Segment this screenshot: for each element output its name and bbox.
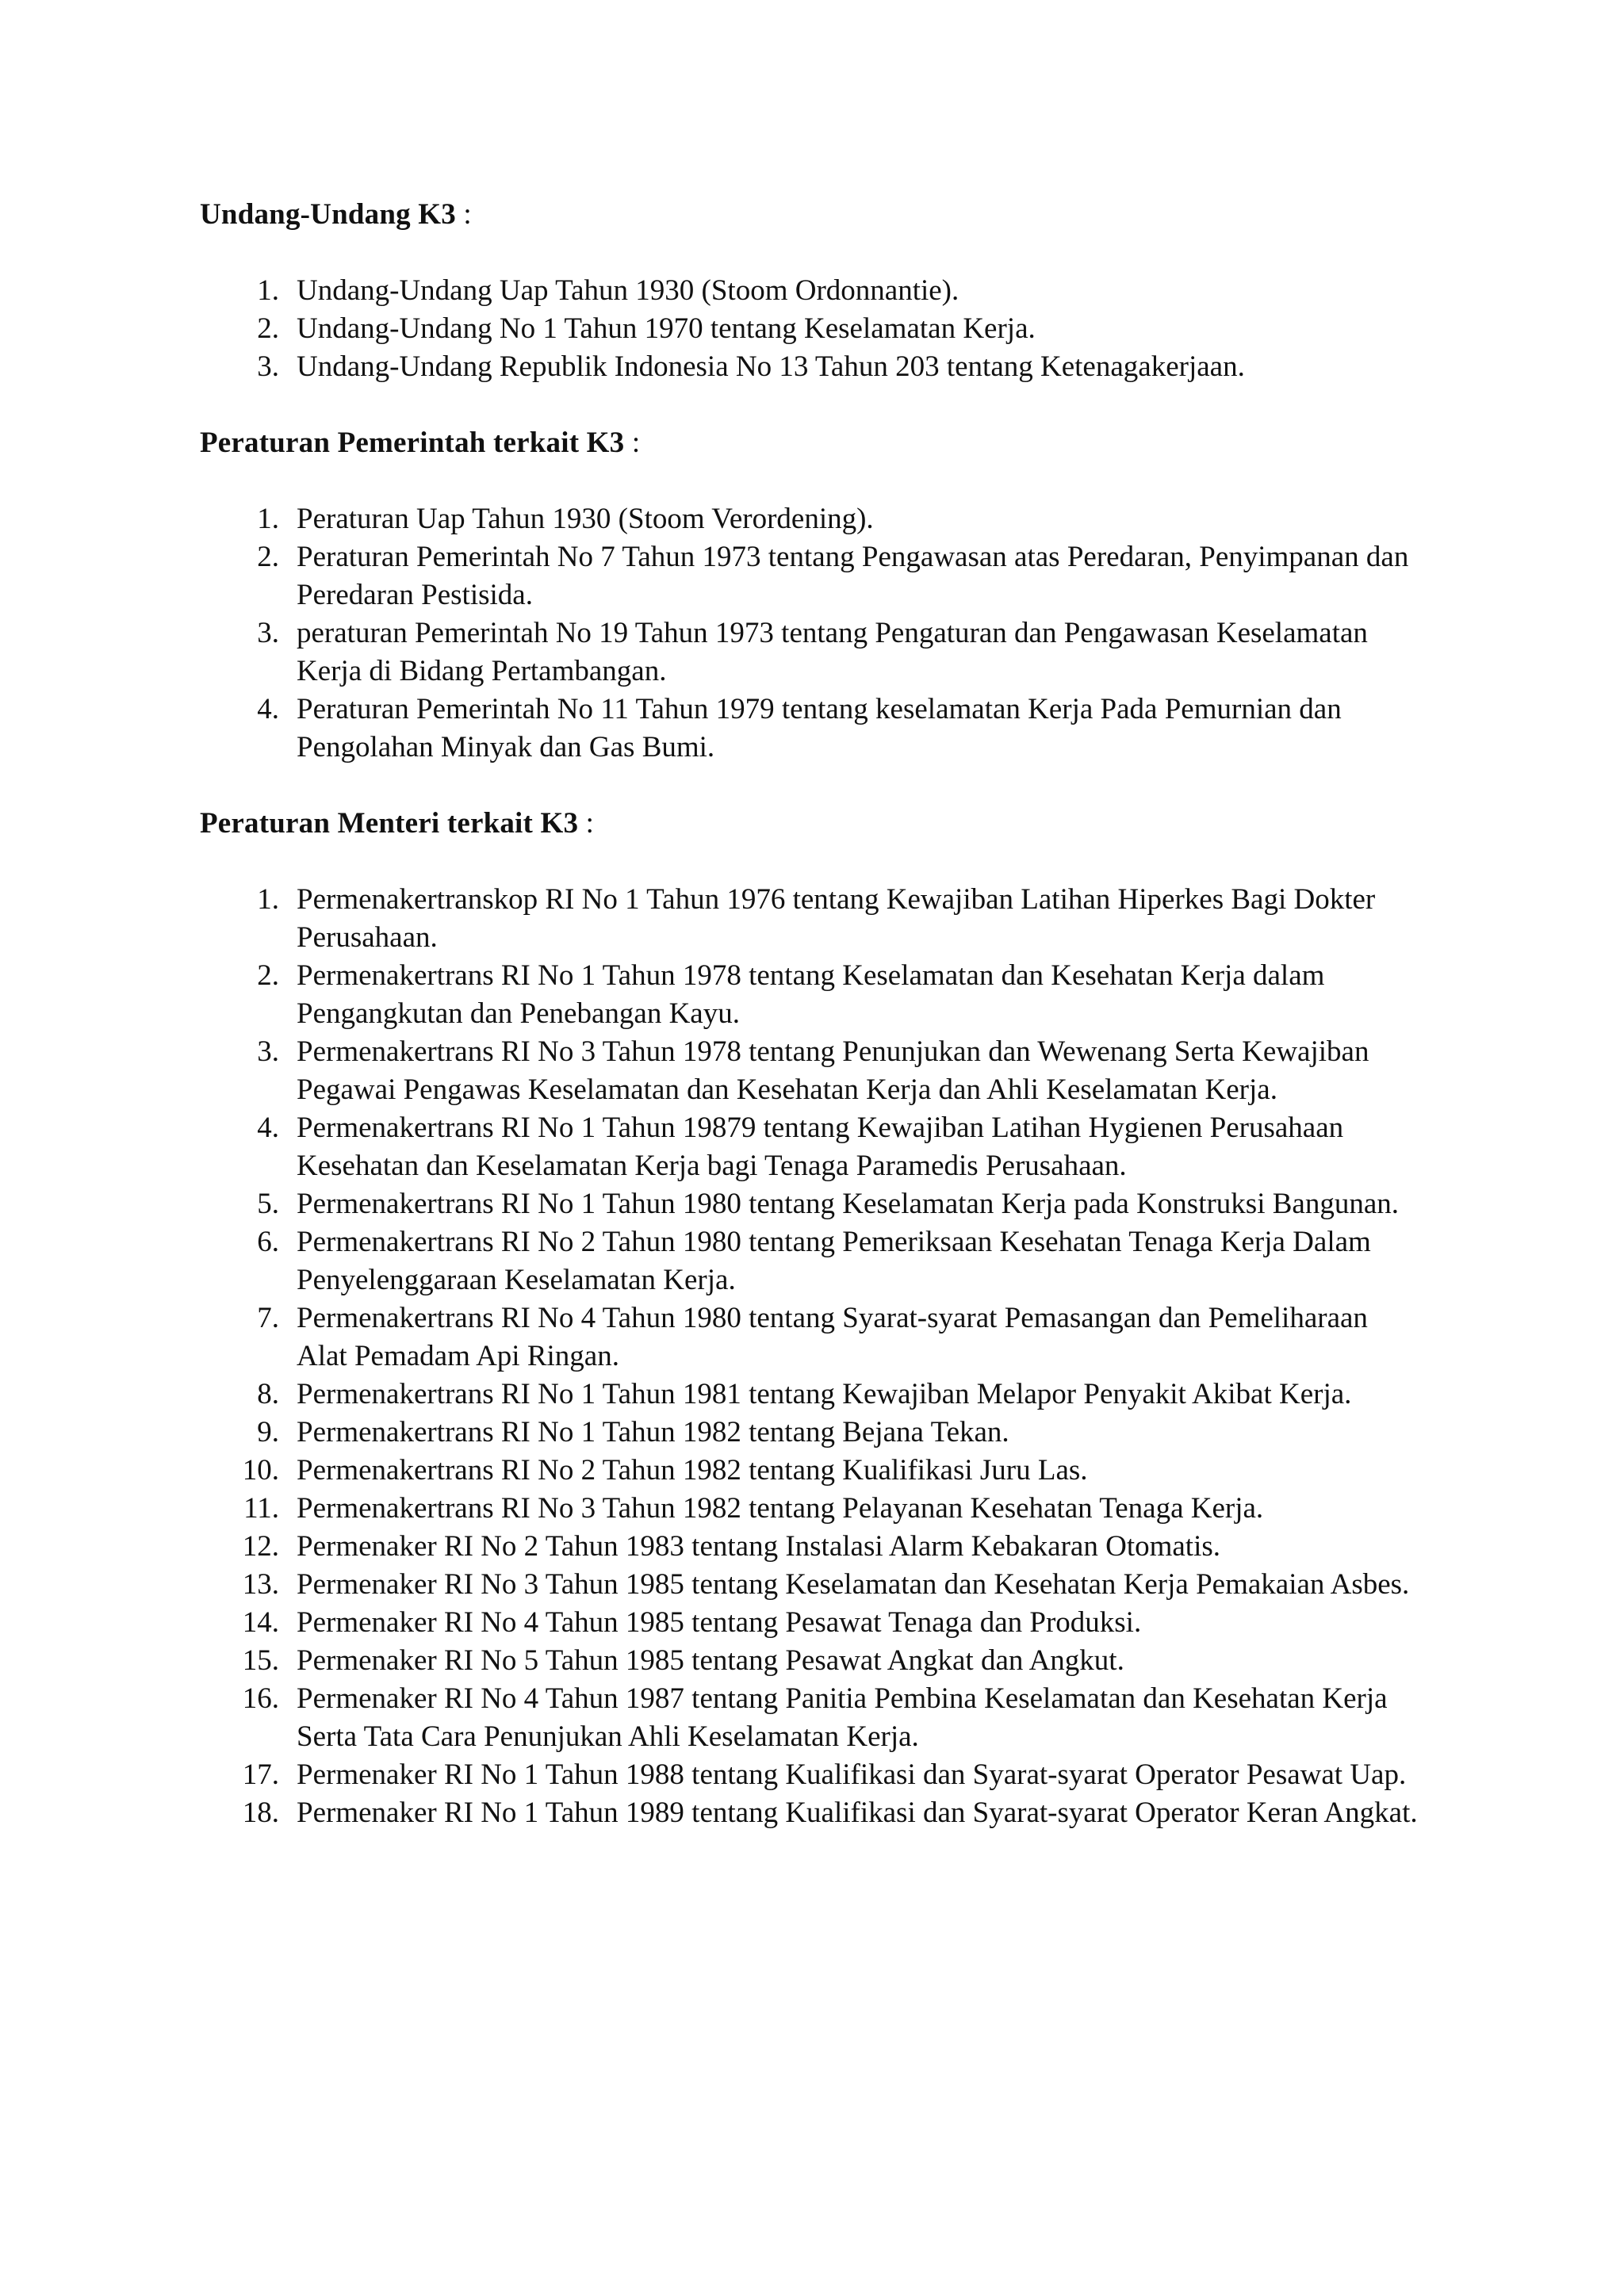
item-text: Peraturan Pemerintah No 7 Tahun 1973 tentang Pengawasan atas Peredaran, Penyimpanan dan Peredaran Pestisida.	[297, 541, 1409, 611]
item-text: Permenakertrans RI No 1 Tahun 19879 tentang Kewajiban Latihan Hygienen Perusahaan Kesehatan dan Keselamatan Kerja bagi Tenaga Paramedis Perusahaan.	[297, 1112, 1344, 1182]
item-text: Permenakertrans RI No 3 Tahun 1978 tentang Penunjukan dan Wewenang Serta Kewajiban Pegawai Pengawas Keselamatan dan Kesehatan Kerja dan Ahli Keselamatan Kerja.	[297, 1035, 1369, 1106]
section-title: Peraturan Pemerintah terkait K3	[200, 427, 625, 459]
section-colon: :	[585, 807, 595, 840]
list-item	[0, 1566, 1423, 1604]
item-text: Permenaker RI No 2 Tahun 1983 tentang Instalasi Alarm Kebakaran Otomatis.	[297, 1530, 1221, 1563]
list-item	[0, 1223, 1423, 1299]
list-item	[0, 1794, 1423, 1832]
item-text: Peraturan Uap Tahun 1930 (Stoom Verordening).	[297, 503, 874, 535]
item-text: Permenaker RI No 1 Tahun 1988 tentang Kualifikasi dan Syarat-syarat Operator Pesawat Uap.	[297, 1758, 1407, 1791]
item-number: 18.	[242, 1797, 279, 1829]
item-text: Permenakertrans RI No 2 Tahun 1982 tentang Kualifikasi Juru Las.	[297, 1454, 1088, 1487]
list-item	[0, 1604, 1423, 1642]
list-item	[0, 310, 1423, 348]
item-number: 12.	[242, 1530, 279, 1563]
item-number: 1.	[257, 503, 279, 535]
item-text: peraturan Pemerintah No 19 Tahun 1973 tentang Pengaturan dan Pengawasan Keselamatan Kerja di Bidang Pertambangan.	[297, 617, 1368, 687]
item-text: Permenakertrans RI No 1 Tahun 1982 tentang Bejana Tekan.	[297, 1416, 1009, 1448]
section-heading-peraturan-menteri	[200, 805, 594, 843]
item-number: 3.	[257, 617, 279, 649]
item-number: 3.	[257, 1035, 279, 1068]
item-text: Permenakertrans RI No 1 Tahun 1981 tentang Kewajiban Melapor Penyakit Akibat Kerja.	[297, 1378, 1352, 1410]
section-heading-undang-undang	[200, 196, 472, 234]
list-item	[0, 1490, 1423, 1528]
item-text: Undang-Undang No 1 Tahun 1970 tentang Keselamatan Kerja.	[297, 312, 1036, 345]
list-item	[0, 1299, 1423, 1376]
item-number: 2.	[257, 312, 279, 345]
list-item	[0, 1185, 1423, 1223]
item-text: Undang-Undang Republik Indonesia No 13 Tahun 203 tentang Ketenagakerjaan.	[297, 350, 1245, 383]
list-peraturan-pemerintah	[0, 500, 1423, 767]
list-item	[0, 1528, 1423, 1566]
list-item	[0, 1414, 1423, 1452]
item-number: 9.	[257, 1416, 279, 1448]
item-text: Permenaker RI No 4 Tahun 1987 tentang Panitia Pembina Keselamatan dan Kesehatan Kerja Serta Tata Cara Penunjukan Ahli Keselamatan Kerja.	[297, 1682, 1388, 1753]
item-text: Permenaker RI No 1 Tahun 1989 tentang Kualifikasi dan Syarat-syarat Operator Keran Angkat.	[297, 1797, 1418, 1829]
list-item	[0, 500, 1423, 538]
item-number: 17.	[242, 1758, 279, 1791]
item-number: 2.	[257, 541, 279, 573]
list-peraturan-menteri	[0, 881, 1423, 1832]
list-item	[0, 614, 1423, 691]
item-text: Permenakertrans RI No 2 Tahun 1980 tentang Pemeriksaan Kesehatan Tenaga Kerja Dalam Penyelenggaraan Keselamatan Kerja.	[297, 1226, 1371, 1296]
list-item	[0, 1452, 1423, 1490]
section-colon: :	[463, 198, 472, 231]
item-number: 1.	[257, 274, 279, 307]
item-number: 4.	[257, 1112, 279, 1144]
item-number: 1.	[257, 883, 279, 916]
item-text: Peraturan Pemerintah No 11 Tahun 1979 tentang keselamatan Kerja Pada Pemurnian dan Pengolahan Minyak dan Gas Bumi.	[297, 693, 1342, 763]
item-number: 14.	[242, 1606, 279, 1639]
item-number: 6.	[257, 1226, 279, 1258]
list-item	[0, 957, 1423, 1033]
section-heading-peraturan-pemerintah	[200, 424, 640, 462]
list-item	[0, 881, 1423, 957]
item-number: 5.	[257, 1188, 279, 1220]
item-number: 7.	[257, 1302, 279, 1334]
section-title: Peraturan Menteri terkait K3	[200, 807, 579, 840]
list-item	[0, 538, 1423, 614]
list-item	[0, 272, 1423, 310]
list-undang-undang	[0, 272, 1423, 386]
item-number: 2.	[257, 959, 279, 992]
item-number: 15.	[242, 1644, 279, 1677]
item-number: 11.	[243, 1492, 279, 1525]
item-number: 4.	[257, 693, 279, 725]
item-number: 16.	[242, 1682, 279, 1715]
section-title: Undang-Undang K3	[200, 198, 456, 231]
item-number: 3.	[257, 350, 279, 383]
list-item	[0, 1376, 1423, 1414]
item-number: 10.	[242, 1454, 279, 1487]
item-text: Permenakertranskop RI No 1 Tahun 1976 tentang Kewajiban Latihan Hiperkes Bagi Dokter Perusahaan.	[297, 883, 1376, 954]
list-item	[0, 1680, 1423, 1756]
item-number: 13.	[242, 1568, 279, 1601]
item-text: Permenakertrans RI No 1 Tahun 1978 tentang Keselamatan dan Kesehatan Kerja dalam Pengangkutan dan Penebangan Kayu.	[297, 959, 1325, 1030]
list-item	[0, 1642, 1423, 1680]
item-text: Permenakertrans RI No 3 Tahun 1982 tentang Pelayanan Kesehatan Tenaga Kerja.	[297, 1492, 1264, 1525]
item-text: Permenakertrans RI No 1 Tahun 1980 tentang Keselamatan Kerja pada Konstruksi Bangunan.	[297, 1188, 1400, 1220]
list-item	[0, 691, 1423, 767]
list-item	[0, 1033, 1423, 1109]
section-colon: :	[631, 427, 641, 459]
list-item	[0, 1109, 1423, 1185]
item-number: 8.	[257, 1378, 279, 1410]
list-item	[0, 348, 1423, 386]
item-text: Permenakertrans RI No 4 Tahun 1980 tentang Syarat-syarat Pemasangan dan Pemeliharaan Alat Pemadam Api Ringan.	[297, 1302, 1368, 1372]
item-text: Permenaker RI No 3 Tahun 1985 tentang Keselamatan dan Kesehatan Kerja Pemakaian Asbes.	[297, 1568, 1410, 1601]
item-text: Permenaker RI No 5 Tahun 1985 tentang Pesawat Angkat dan Angkut.	[297, 1644, 1124, 1677]
item-text: Permenaker RI No 4 Tahun 1985 tentang Pesawat Tenaga dan Produksi.	[297, 1606, 1142, 1639]
list-item	[0, 1756, 1423, 1794]
item-text: Undang-Undang Uap Tahun 1930 (Stoom Ordonnantie).	[297, 274, 959, 307]
